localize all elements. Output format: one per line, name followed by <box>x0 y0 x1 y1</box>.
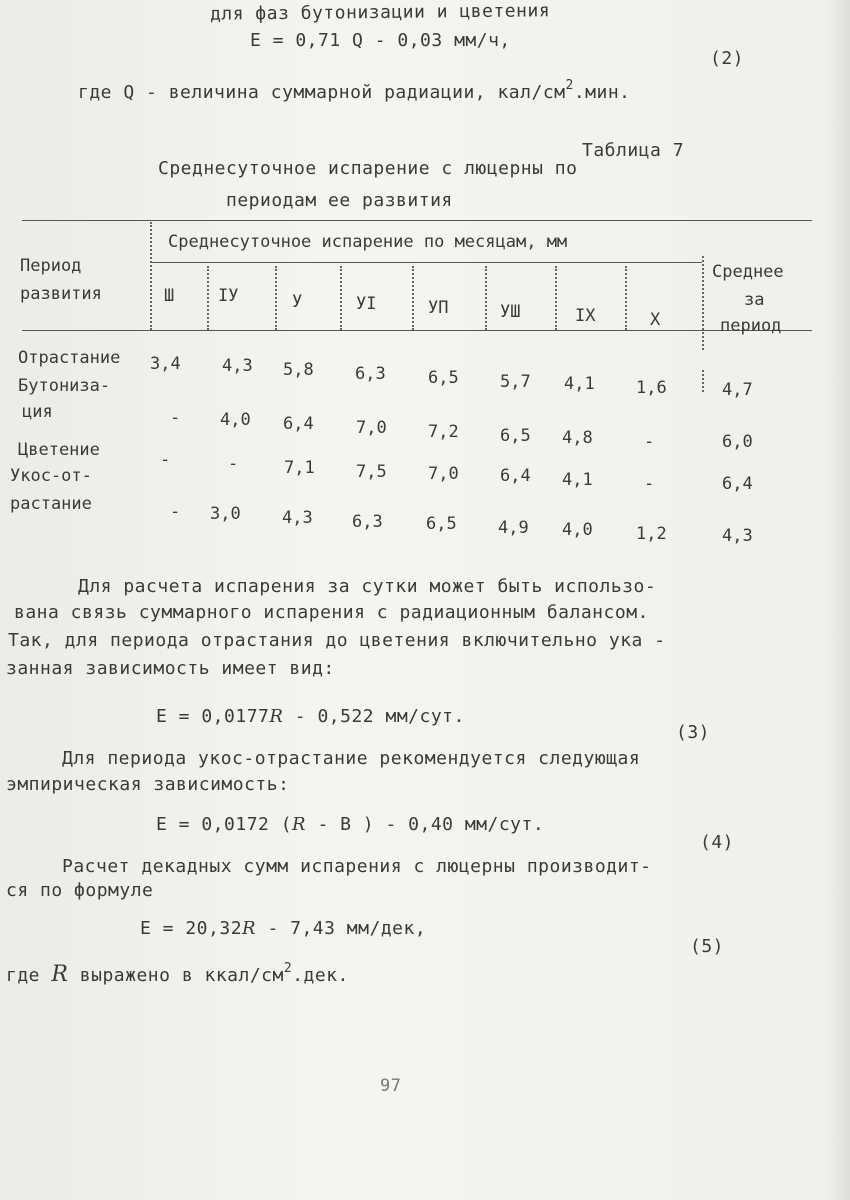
where-r-unit: .дек. <box>292 965 349 986</box>
table-cell: 1,2 <box>636 524 667 544</box>
header-period-2: развития <box>20 284 102 304</box>
header-avg-2: за <box>744 290 765 310</box>
divider <box>702 256 704 350</box>
evaporation-table <box>0 0 850 560</box>
formula-5-var: R <box>242 918 257 939</box>
group-header: Среднесуточное испарение по месяцам, мм <box>168 232 568 252</box>
table-cell: - <box>228 454 239 474</box>
divider <box>702 370 704 392</box>
where-r-sup: 2 <box>283 961 293 976</box>
table-cell-avg: 4,3 <box>722 526 753 546</box>
table-cell: 5,7 <box>500 372 531 392</box>
top-line: для фаз бутонизации и цветения <box>209 0 551 25</box>
table-cell: 6,5 <box>426 514 457 534</box>
divider <box>485 266 487 330</box>
divider <box>207 266 209 330</box>
month-header: X <box>650 310 661 330</box>
paragraph-line: Расчет декадных сумм испарения с люцерны производит- <box>62 856 652 877</box>
table-cell: 3,0 <box>210 504 241 524</box>
month-header: У <box>292 292 303 312</box>
formula-4-number: (4) <box>700 832 735 853</box>
paragraph-line: эмпирическая зависимость: <box>6 774 290 795</box>
table-cell-avg: 4,7 <box>722 380 753 400</box>
row-period: Укос-от- <box>10 466 92 486</box>
table-cell: 6,3 <box>355 364 386 384</box>
table-cell: 7,5 <box>356 462 387 482</box>
formula-3-number: (3) <box>676 722 711 743</box>
formula-4-rhs: - B ) - 0,40 мм/сут. <box>317 814 545 835</box>
month-header: УШ <box>500 302 521 322</box>
table-cell-avg: 6,4 <box>722 474 753 494</box>
where-r-line <box>6 962 349 987</box>
divider <box>625 266 627 330</box>
formula-3 <box>156 706 465 727</box>
month-header: УI <box>356 294 377 314</box>
formula-4-var: R <box>292 814 307 835</box>
divider <box>340 266 342 330</box>
where-r-var: R <box>51 962 69 987</box>
month-header: IX <box>575 306 596 326</box>
table-label: Таблица 7 <box>582 140 685 161</box>
formula-5-lhs: E = 20,32 <box>140 918 243 939</box>
paragraph-line: ся по формуле <box>6 880 154 901</box>
where-r-text: выражено в ккал/см <box>79 965 284 986</box>
table-cell: 4,9 <box>498 518 529 538</box>
table-cell: 4,3 <box>222 356 253 376</box>
table-title-line2: периодам ее развития <box>226 190 453 211</box>
table-cell: 6,4 <box>500 466 531 486</box>
table-cell: 7,2 <box>428 422 459 442</box>
table-cell: 6,3 <box>352 512 383 532</box>
paragraph-line: Для периода укос-отрастание рекомендуется следующая <box>62 748 641 769</box>
row-period: Бутониза- <box>18 376 111 396</box>
table-cell: 4,3 <box>282 508 313 528</box>
table-cell: 3,4 <box>150 354 181 374</box>
row-period: Отрастание <box>18 348 121 368</box>
where-q-sup: 2 <box>565 78 574 93</box>
table-cell: 4,0 <box>220 410 251 430</box>
row-period: растание <box>10 494 92 514</box>
formula-2: E = 0,71 Q - 0,03 мм/ч, <box>250 30 511 51</box>
formula-3-lhs: E = 0,0177 <box>156 706 270 727</box>
month-header: Ш <box>164 286 175 306</box>
paragraph-line: Так, для периода отрастания до цветения включительно ука - <box>8 630 666 651</box>
formula-3-rhs: - 0,522 мм/сут. <box>294 706 465 727</box>
divider <box>275 266 277 330</box>
table-top-rule <box>22 220 812 221</box>
formula-2-number: (2) <box>710 48 745 69</box>
table-title-line1: Среднесуточное испарение с люцерны по <box>158 158 578 179</box>
table-cell: - <box>644 432 655 452</box>
row-period: Цветение <box>18 440 100 460</box>
table-cell: 4,1 <box>564 374 595 394</box>
table-cell: 4,8 <box>562 428 593 448</box>
month-header: УП <box>428 298 449 318</box>
table-cell: 6,4 <box>283 414 314 434</box>
paragraph-line: занная зависимость имеет вид: <box>6 658 335 679</box>
header-avg-3: период <box>720 316 782 336</box>
table-cell: - <box>170 408 181 428</box>
where-q-text: где Q - величина суммарной радиации, кал/см <box>78 82 566 103</box>
row-period: ция <box>22 402 53 422</box>
divider <box>555 266 557 330</box>
formula-5-rhs: - 7,43 мм/дек, <box>267 918 427 939</box>
table-cell: 6,5 <box>428 368 459 388</box>
header-period-1: Период <box>20 256 82 276</box>
table-cell: - <box>160 450 171 470</box>
table-cell: - <box>644 474 655 494</box>
where-r-pre: где <box>6 965 41 986</box>
paragraph-line: вана связь суммарного испарения с радиационным балансом. <box>14 602 649 623</box>
formula-5-number: (5) <box>690 936 725 957</box>
table-cell: 5,8 <box>283 360 314 380</box>
group-header-rule <box>150 262 702 263</box>
formula-4-lhs: E = 0,0172 ( <box>156 814 293 835</box>
table-cell: 6,5 <box>500 426 531 446</box>
header-bottom-rule <box>22 330 812 331</box>
header-avg-1: Среднее <box>712 262 784 282</box>
table-cell: 7,0 <box>356 418 387 438</box>
table-cell-avg: 6,0 <box>722 432 753 452</box>
month-header: IУ <box>218 286 239 306</box>
divider <box>150 222 152 330</box>
page-edge-shadow <box>828 0 850 1200</box>
table-cell: 4,1 <box>562 470 593 490</box>
table-cell: 4,0 <box>562 520 593 540</box>
formula-5 <box>140 918 426 939</box>
page-number: 97 <box>380 1076 402 1096</box>
table-cell: - <box>170 502 181 522</box>
table-cell: 1,6 <box>636 378 667 398</box>
paragraph-line: Для расчета испарения за сутки может быть использо- <box>78 576 657 597</box>
where-q-unit: .мин. <box>573 82 631 103</box>
table-cell: 7,0 <box>428 464 459 484</box>
formula-3-var: R <box>269 706 284 727</box>
formula-4 <box>156 814 544 835</box>
table-cell: 7,1 <box>284 458 315 478</box>
divider <box>412 266 414 330</box>
